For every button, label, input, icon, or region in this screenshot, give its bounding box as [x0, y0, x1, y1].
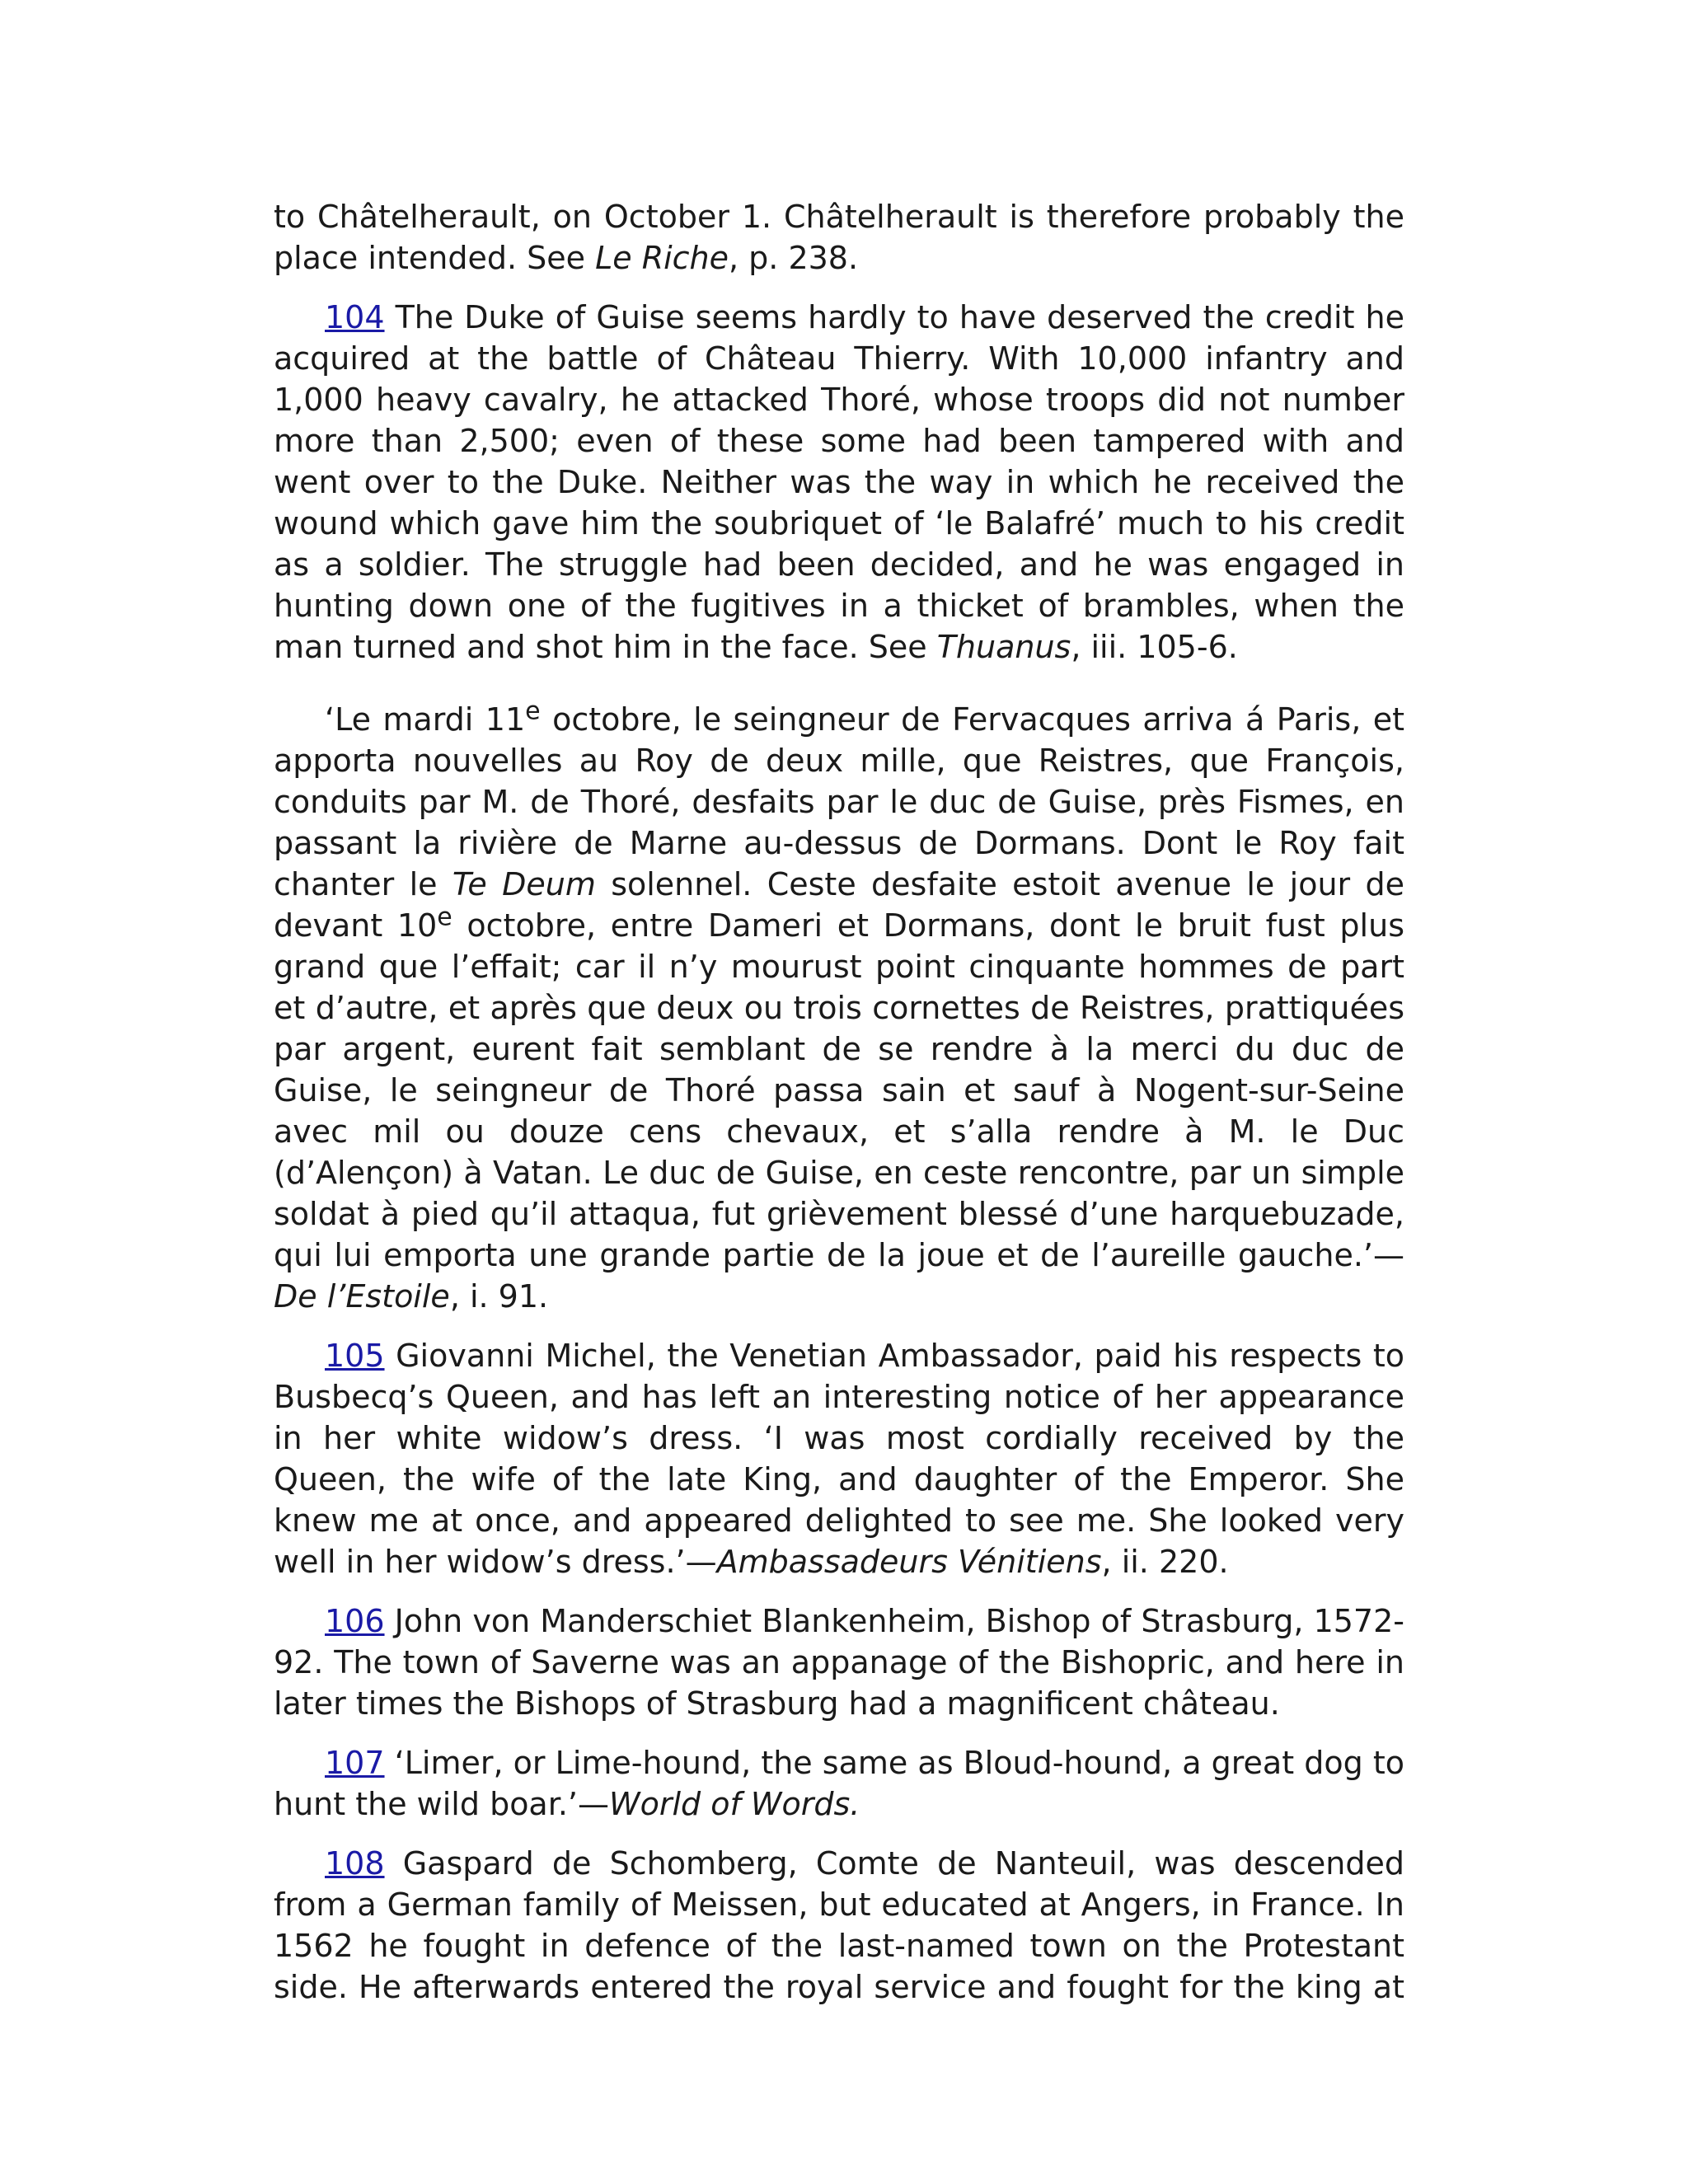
text: , p. 238.: [729, 240, 859, 276]
text: , ii. 220.: [1101, 1544, 1229, 1580]
text: solennel. Ceste desfaite estoit avenue le jour de devant 10: [274, 866, 1404, 944]
citation: Le Riche: [595, 240, 729, 276]
text: to Châtelherault, on October 1. Châtelherault is therefore probably the place intended. See: [274, 199, 1404, 276]
text: Giovanni Michel, the Venetian Ambassador, paid his respects to Busbecq’s Queen, and has left an interesting notice of her appearance in her white widow’s dress. ‘I was most cordially received by the Queen, the wife of the late King, and daughter of the Emperor. She knew me at once, and appeared delighted to see me. She looked very well in her widow’s dress.’—: [274, 1338, 1404, 1580]
citation: Thuanus: [936, 629, 1071, 665]
italic-phrase: Te Deum: [452, 866, 596, 902]
footnote-105: [274, 1335, 1404, 1582]
text: octobre, le seingneur de Fervacques arriva á Paris, et apporta nouvelles au Roy de deux mille, que Reistres, que François, conduits par M. de Thoré, desfaits par le duc de Guise, près Fismes, en passant la rivière de Marne au-dessus de Dormans. Dont le Roy fait chanter le: [274, 701, 1404, 902]
text: The Duke of Guise seems hardly to have deserved the credit he acquired at the battle of Château Thierry. With 10,000 infantry and 1,000 heavy cavalry, he attacked Thoré, whose troops did not number more than 2,500; even of these some had been tampered with and went over to the Duke. Neither was the way in which he received the wound which gave him the soubriquet of ‘le Balafré’ much to his credit as a soldier. The struggle had been decided, and he was engaged in hunting down one of the fugitives in a thicket of brambles, when the man turned and shot him in the face. See: [274, 299, 1404, 665]
citation: World of Words.: [609, 1786, 860, 1822]
text: Gaspard de Schomberg, Comte de Nanteuil, was descended from a German family of Meissen, but educated at Angers, in France. In 1562 he fought in defence of the last-named town on the Protestant side. He afterwards entered the royal service and fought for the king at: [274, 1845, 1404, 2005]
footnote-106: [274, 1601, 1404, 1724]
superscript: e: [525, 696, 541, 726]
footnote-108: [274, 1843, 1404, 2008]
citation: Ambassadeurs Vénitiens: [716, 1544, 1102, 1580]
document-page: [274, 196, 1404, 2026]
footnote-108-link[interactable]: 108: [325, 1845, 385, 1882]
text: , i. 91.: [449, 1278, 549, 1315]
text: , iii. 105-6.: [1071, 629, 1238, 665]
footnote-107: [274, 1742, 1404, 1825]
footnote-103-continuation: [274, 196, 1404, 279]
footnote-107-link[interactable]: 107: [325, 1745, 385, 1781]
text: octobre, entre Dameri et Dormans, dont le bruit fust plus grand que l’effait; car il n’y mourust point cinquante hommes de part et d’autre, et après que deux ou trois cornettes de Reistres, prattiquées par argent, eurent fait semblant de se rendre à la merci du duc de Guise, le seingneur de Thoré passa sain et sauf à Nogent-sur-Seine avec mil ou douze cens chevaux, et s’alla rendre à M. le Duc (d’Alençon) à Vatan. Le duc de Guise, en ceste rencontre, par un simple soldat à pied qu’il attaqua, fut grièvement blessé d’une harquebuzade, qui lui emporta une grande partie de la joue et de l’aureille gauche.’—: [274, 907, 1404, 1273]
text: ‘Le mardi 11: [325, 701, 526, 738]
quotation-paragraph: [274, 696, 1404, 1317]
text: John von Manderschiet Blankenheim, Bishop of Strasburg, 1572-92. The town of Saverne was an appanage of the Bishopric, and here in later times the Bishops of Strasburg had a magnificent château.: [274, 1603, 1404, 1722]
footnote-106-link[interactable]: 106: [325, 1603, 385, 1639]
citation: De l’Estoile: [274, 1278, 450, 1315]
text: ‘Limer, or Lime-hound, the same as Bloud-hound, a great dog to hunt the wild boar.’—: [274, 1745, 1404, 1822]
footnote-104-link[interactable]: 104: [325, 299, 385, 335]
superscript: e: [437, 902, 452, 932]
footnote-105-link[interactable]: 105: [325, 1338, 385, 1374]
footnote-104: [274, 297, 1404, 668]
